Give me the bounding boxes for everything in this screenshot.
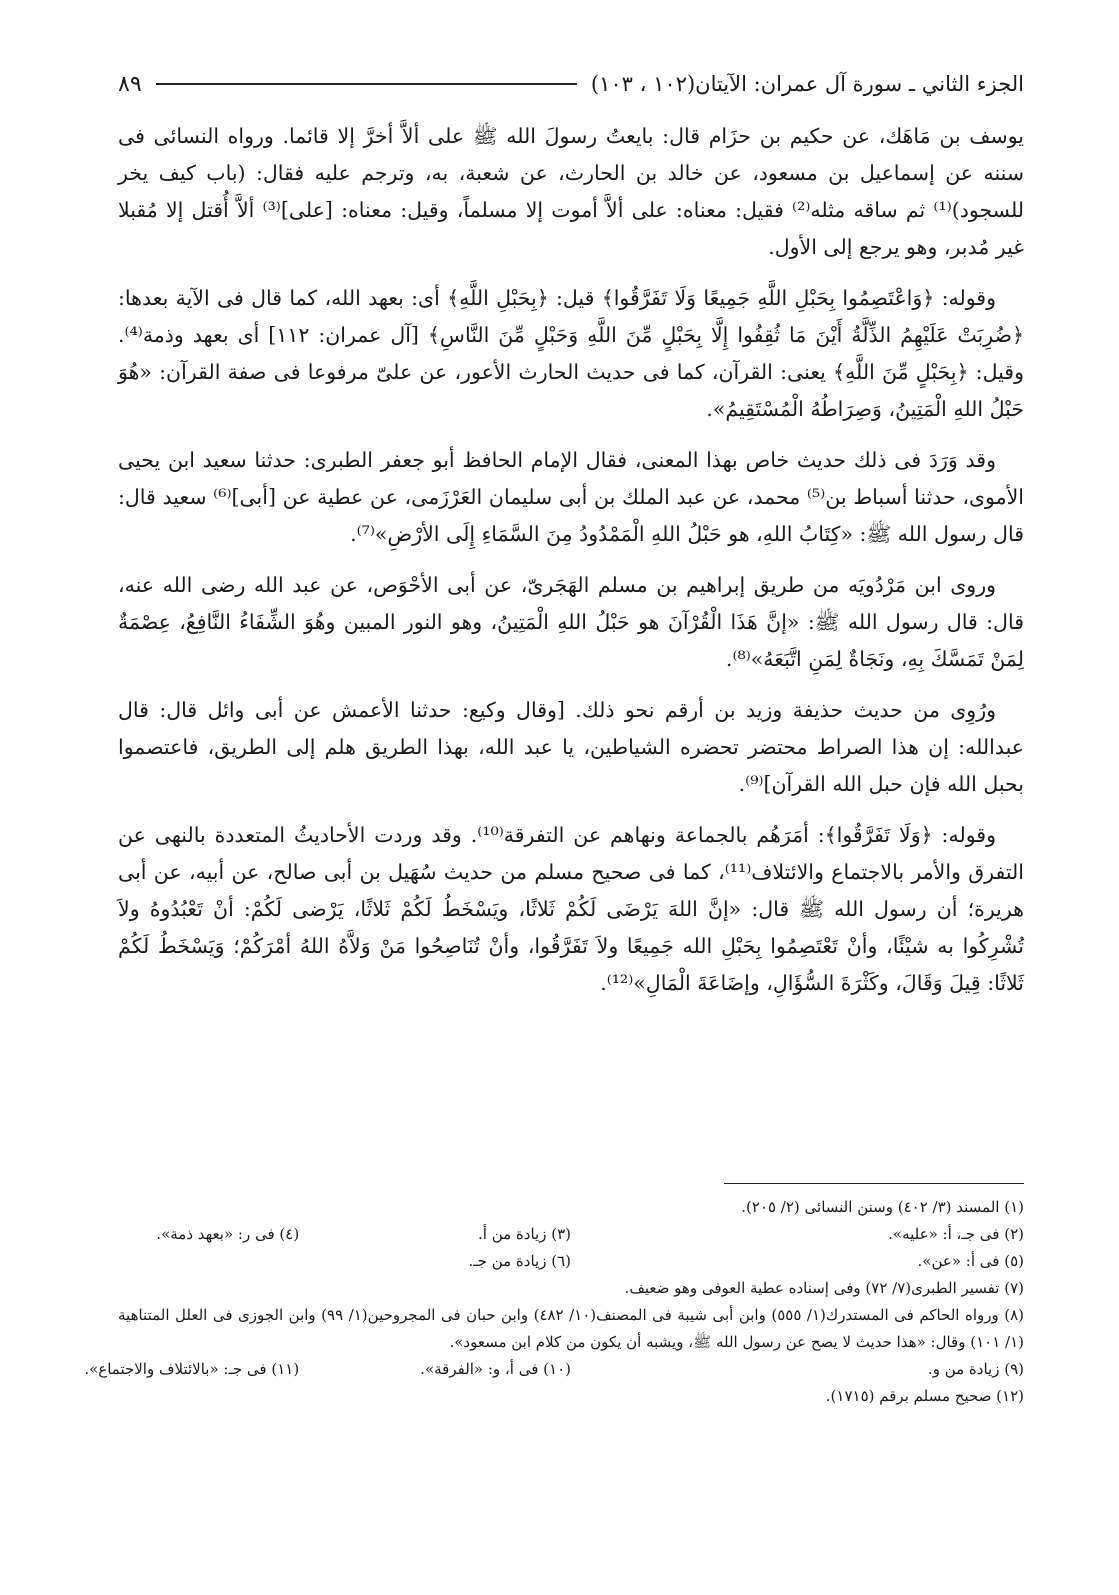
footnote-9: (٩) زيادة من و. (927, 1360, 1024, 1378)
footnote-row (118, 1248, 1024, 1275)
footnote-6: (٦) زيادة من جـ. (468, 1252, 571, 1270)
footnotes (84, 1183, 1024, 1410)
footnote-7: (٧) تفسير الطبرى(٧/ ٧٢) وفى إسناده عطية العوفى وهو ضعيف. (624, 1279, 1024, 1297)
footnote-row (84, 1356, 1024, 1383)
footnote-row (118, 1221, 1024, 1248)
running-title: الجزء الثاني ـ سورة آل عمران: الآيتان(١٠٢ ، ١٠٣) (590, 72, 1024, 96)
footnote-5: (٥) فى أ: «عن». (917, 1252, 1024, 1270)
paragraph-4: وروى ابن مَرْدُويَه من طريق إبراهيم بن مسلم الهَجَرىّ، عن أبى الأحْوَص، عن عبد الله رضى الله عنه، قال: قال رسول الله ﷺ: «إنَّ هَذَا الْقُرْآنَ هو حَبْلُ اللهِ الْمَتِينُ، وهو النور المبين وهُوَ الشِّفَاءُ النَّافِعُ، عِصْمَةٌ لِمَنْ تَمَسَّكَ بِهِ، ونَجَاةٌ لِمَنِ اتَّبَعَهُ»⁽⁸⁾. (118, 573, 1024, 671)
footnote-1: (١) المسند (٣/ ٤٠٢) وسنن النسائى (٢/ ٢٠٥). (741, 1198, 1024, 1216)
footnote-12: (١٢) صحيح مسلم برقم (١٧١٥). (825, 1387, 1024, 1405)
footnote-11: (١١) فى جـ: «بالائتلاف والاجتماع». (84, 1360, 300, 1378)
page-header (118, 62, 1024, 106)
header-rule (156, 83, 577, 85)
footnote-8: (٨) ورواه الحاكم فى المستدرك(١/ ٥٥٥) وابن أبى شيبة فى المصنف(١٠/ ٤٨٢) وابن حبان فى المجروحين(١/ ٩٩) وابن الجوزى فى العلل المتناهية (١/ ١٠١) وقال: «هذا حديث لا يصح عن رسول الله ﷺ، ويشبه أن يكون من كلام ابن مسعود». (118, 1306, 1024, 1351)
paragraph-5: ورُوِى من حديث حذيفة وزيد بن أرقم نحو ذلك. [وقال وكيع: حدثنا الأعمش عن أبى وائل قال: قال عبدالله: إن هذا الصراط محتضر تحضره الشياطين، يا عبد الله، بهذا الطريق هلم إلى الطريق، فاعتصموا بحبل الله فإن حبل الله القرآن]⁽⁹⁾. (118, 698, 1024, 796)
footnote-3: (٣) زيادة من أ. (478, 1225, 571, 1243)
footnote-4: (٤) فى ر: «بعهد ذمة». (156, 1225, 300, 1243)
paragraph-2: وقوله: ﴿وَاعْتَصِمُوا بِحَبْلِ اللَّهِ جَمِيعًا وَلَا تَفَرَّقُوا﴾ قيل: ﴿بِحَبْلِ اللَّهِ﴾ أى: بعهد الله، كما قال فى الآية بعدها: ﴿ضُرِبَتْ عَلَيْهِمُ الذِّلَّةُ أَيْنَ مَا ثُقِفُوا إِلَّا بِحَبْلٍ مِّنَ اللَّهِ وَحَبْلٍ مِّنَ النَّاسِ﴾ [آل عمران: ١١٢] أى بعهد وذمة⁽⁴⁾. وقيل: ﴿بِحَبْلٍ مِّنَ اللَّهِ﴾ يعنى: القرآن، كما فى حديث الحارث الأعور، عن علىّ مرفوعا فى صفة القرآن: «هُوَ حَبْلُ اللهِ الْمَتِينُ، وَصِرَاطُهُ الْمُسْتَقِيمُ». (118, 286, 1024, 421)
footnote-2: (٢) فى جـ، أ: «عليه». (888, 1225, 1024, 1243)
paragraph-6: وقوله: ﴿وَلَا تَفَرَّقُوا﴾: أمَرَهُم بالجماعة ونهاهم عن التفرقة⁽¹⁰⁾. وقد وردت الأحاديثُ المتعددة بالنهى عن التفرق والأمر بالاجتماع والائتلاف⁽¹¹⁾، كما فى صحيح مسلم من حديث سُهَيل بن أبى صالح، عن أبيه، عن أبى هريرة؛ أن رسول الله ﷺ قال: «إنَّ اللهَ يَرْضَى لَكُمْ ثَلاثًا، ويَسْخَطُ لَكُمْ ثَلاثًا، يَرْضى لَكُمْ: أنْ تَعْبُدُوهُ ولاَ تُشْرِكُوا به شيْئًا، وأنْ تَعْتَصِمُوا بِحَبْلِ الله جَمِيعًا ولاَ تَفَرَّقُوا، وأنْ تُنَاصِحُوا مَنْ وَلاَّهُ اللهُ أمْرَكُمْ؛ وَيَسْخَطُ لَكُمْ ثَلاثًا: قِيلَ وَقَالَ، وكَثْرَةَ السُّؤَالِ، وإضَاعَةَ الْمَالِ»⁽¹²⁾. (118, 823, 1024, 995)
page-number: ٨٩ (118, 71, 142, 97)
paragraph-1: يوسف بن مَاهَك، عن حكيم بن حزَام قال: بايعتُ رسولَ الله ﷺ على ألاَّ أخرَّ إلا قائما. ورواه النسائى فى سننه عن إسماعيل بن مسعود، عن خالد بن الحارث، عن شعبة، به، وترجم عليه فقال: (باب كيف يخر للسجود)⁽¹⁾ ثم ساقه مثله⁽²⁾ فقيل: معناه: على ألاَّ أموت إلا مسلماً، وقيل: معناه: [على]⁽³⁾ ألاَّ أُقتل إلا مُقبلا غير مُدبر، وهو يرجع إلى الأول. (118, 124, 1024, 259)
footnote-10: (١٠) فى أ، و: «الفرقة». (420, 1360, 571, 1378)
page-body (118, 118, 1024, 1002)
paragraph-3: وقد وَرَدَ فى ذلك حديث خاص بهذا المعنى، فقال الإمام الحافظ أبو جعفر الطبرى: حدثنا سعيد ابن يحيى الأموى، حدثنا أسباط بن⁽⁵⁾ محمد، عن عبد الملك بن أبى سليمان العَرْزَمى، عن عطية عن [أبى]⁽⁶⁾ سعيد قال: قال رسول الله ﷺ: «كِتَابُ اللهِ، هو حَبْلُ اللهِ الْمَمْدُودُ مِنَ السَّمَاءِ إِلَى الأرْضِ»⁽⁷⁾. (118, 448, 1024, 546)
footnote-rule (724, 1183, 1024, 1184)
